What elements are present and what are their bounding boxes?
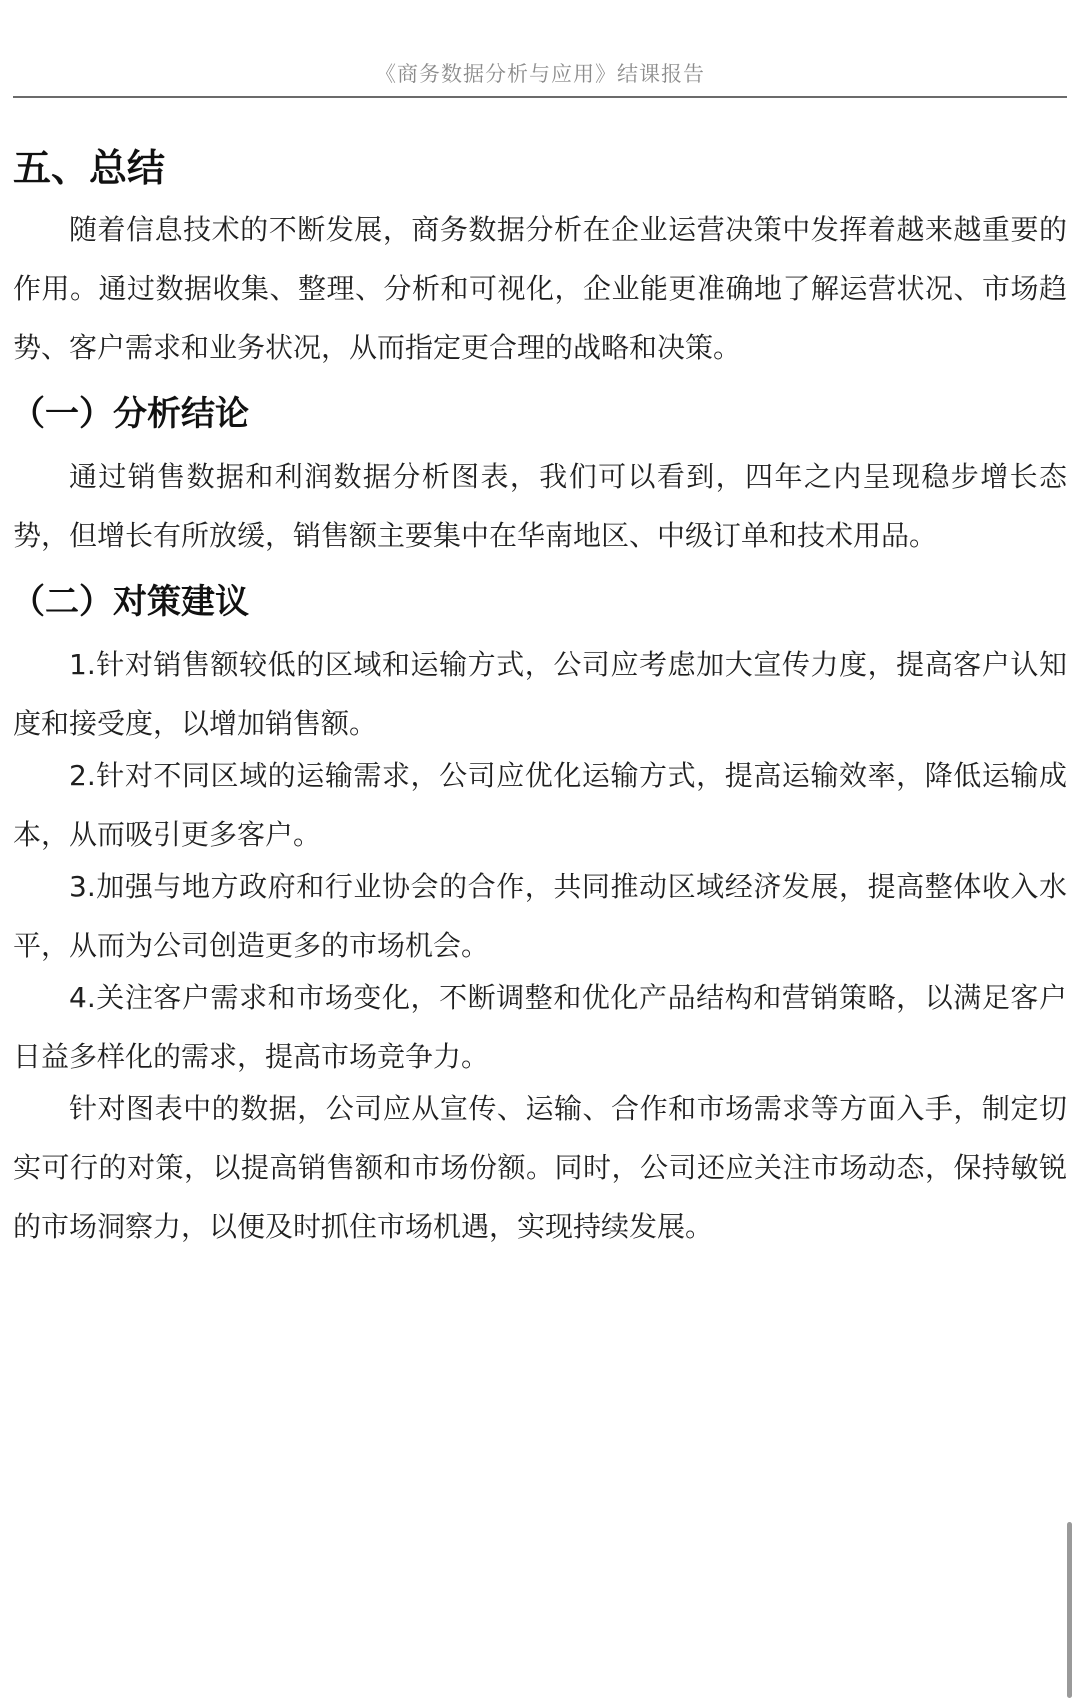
section-heading: 五、总结 xyxy=(13,146,166,190)
intro-paragraph: 随着信息技术的不断发展，商务数据分析在企业运营决策中发挥着越来越重要的作用。通过数据收集、整理、分析和可视化，企业能更准确地了解运营状况、市场趋势、客户需求和业务状况，从而指定更合理的战略和决策。 xyxy=(13,213,1067,364)
document-body xyxy=(13,140,1067,1256)
suggestion-paragraph-3: 3.加强与地方政府和行业协会的合作，共同推动区域经济发展，提高整体收入水平，从而为公司创造更多的市场机会。 xyxy=(13,870,1067,962)
suggestion-paragraph-4: 4.关注客户需求和市场变化，不断调整和优化产品结构和营销策略，以满足客户日益多样化的需求，提高市场竞争力。 xyxy=(13,981,1067,1073)
suggestion-paragraph-2: 2.针对不同区域的运输需求，公司应优化运输方式，提高运输效率，降低运输成本，从而吸引更多客户。 xyxy=(13,759,1067,851)
scrollbar-thumb[interactable] xyxy=(1067,1522,1072,1698)
running-header: 《商务数据分析与应用》结课报告 xyxy=(375,62,705,86)
suggestion-paragraph-1: 1.针对销售额较低的区域和运输方式，公司应考虑加大宣传力度，提高客户认知度和接受度，以增加销售额。 xyxy=(13,648,1067,740)
summary-paragraph: 针对图表中的数据，公司应从宣传、运输、合作和市场需求等方面入手，制定切实可行的对策，以提高销售额和市场份额。同时，公司还应关注市场动态，保持敏锐的市场洞察力，以便及时抓住市场机遇，实现持续发展。 xyxy=(13,1092,1067,1243)
header-divider xyxy=(13,96,1067,98)
subsection-heading-suggestions: （二）对策建议 xyxy=(11,582,249,622)
scrollbar[interactable] xyxy=(1068,0,1080,1698)
subsection-heading-conclusion: （一）分析结论 xyxy=(11,394,249,434)
conclusion-paragraph: 通过销售数据和利润数据分析图表，我们可以看到，四年之内呈现稳步增长态势，但增长有所放缓，销售额主要集中在华南地区、中级订单和技术用品。 xyxy=(13,460,1067,552)
